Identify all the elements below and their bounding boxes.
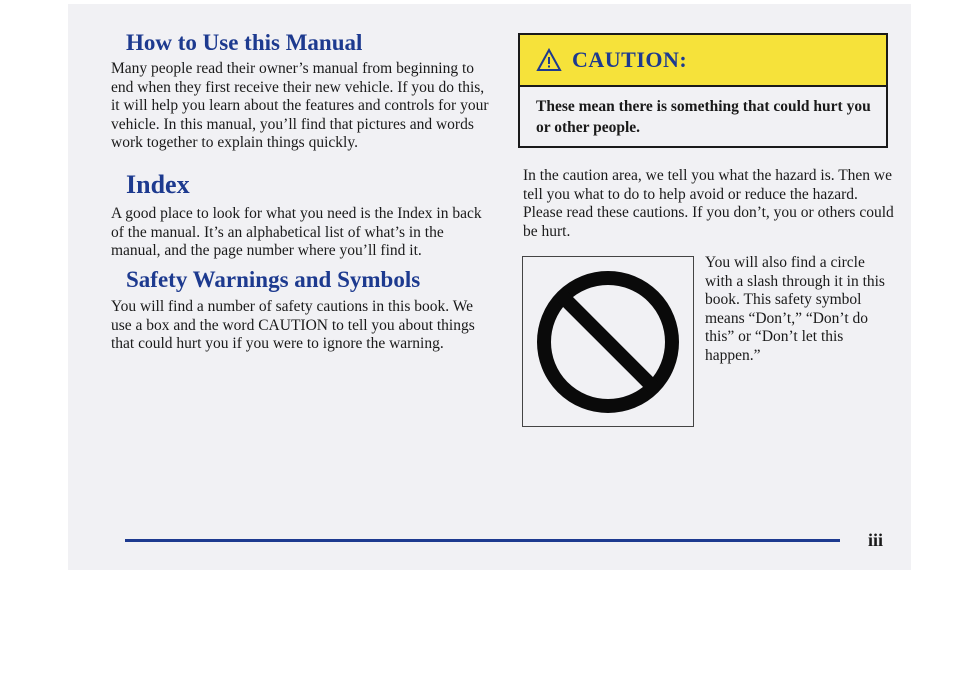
footer-rule bbox=[125, 539, 840, 542]
paragraph-caution-explanation: In the caution area, we tell you what the hazard is. Then we tell you what to do to help avoid or reduce the hazard. Please read these cautions. If you don’t, you or others could be hurt. bbox=[523, 167, 894, 240]
page-number: iii bbox=[868, 530, 884, 550]
paragraph-how-to-use: Many people read their owner’s manual from beginning to end when they first receive their new vehicle. If you do this, it will help you learn about the features and controls for your vehicle. In this manual, you’ll find that pictures and words work together to explain things quickly. bbox=[111, 60, 489, 151]
heading-index: Index bbox=[126, 170, 190, 199]
circle-slash-icon bbox=[533, 267, 683, 417]
caution-box bbox=[518, 33, 888, 148]
warning-triangle-icon bbox=[536, 48, 562, 72]
safety-symbol-box bbox=[522, 256, 694, 427]
caution-header bbox=[520, 35, 886, 87]
caution-title: CAUTION: bbox=[572, 47, 688, 72]
paragraph-index: A good place to look for what you need is the Index in back of the manual. It’s an alphabetical list of what’s in the manual, and the page number where you’ll find it. bbox=[111, 205, 482, 259]
paragraph-safety-warnings: You will find a number of safety cautions in this book. We use a box and the word CAUTION to tell you about things that could hurt you if you were to ignore the warning. bbox=[111, 298, 475, 352]
heading-how-to-use: How to Use this Manual bbox=[126, 30, 363, 55]
paragraph-safety-symbol: You will also find a circle with a slash through it in this book. This safety symbol means “Don’t,” “Don’t do this” or “Don’t let this happen.” bbox=[705, 254, 885, 364]
caution-text: These mean there is something that could hurt you or other people. bbox=[536, 98, 871, 136]
heading-safety-warnings: Safety Warnings and Symbols bbox=[126, 267, 421, 292]
